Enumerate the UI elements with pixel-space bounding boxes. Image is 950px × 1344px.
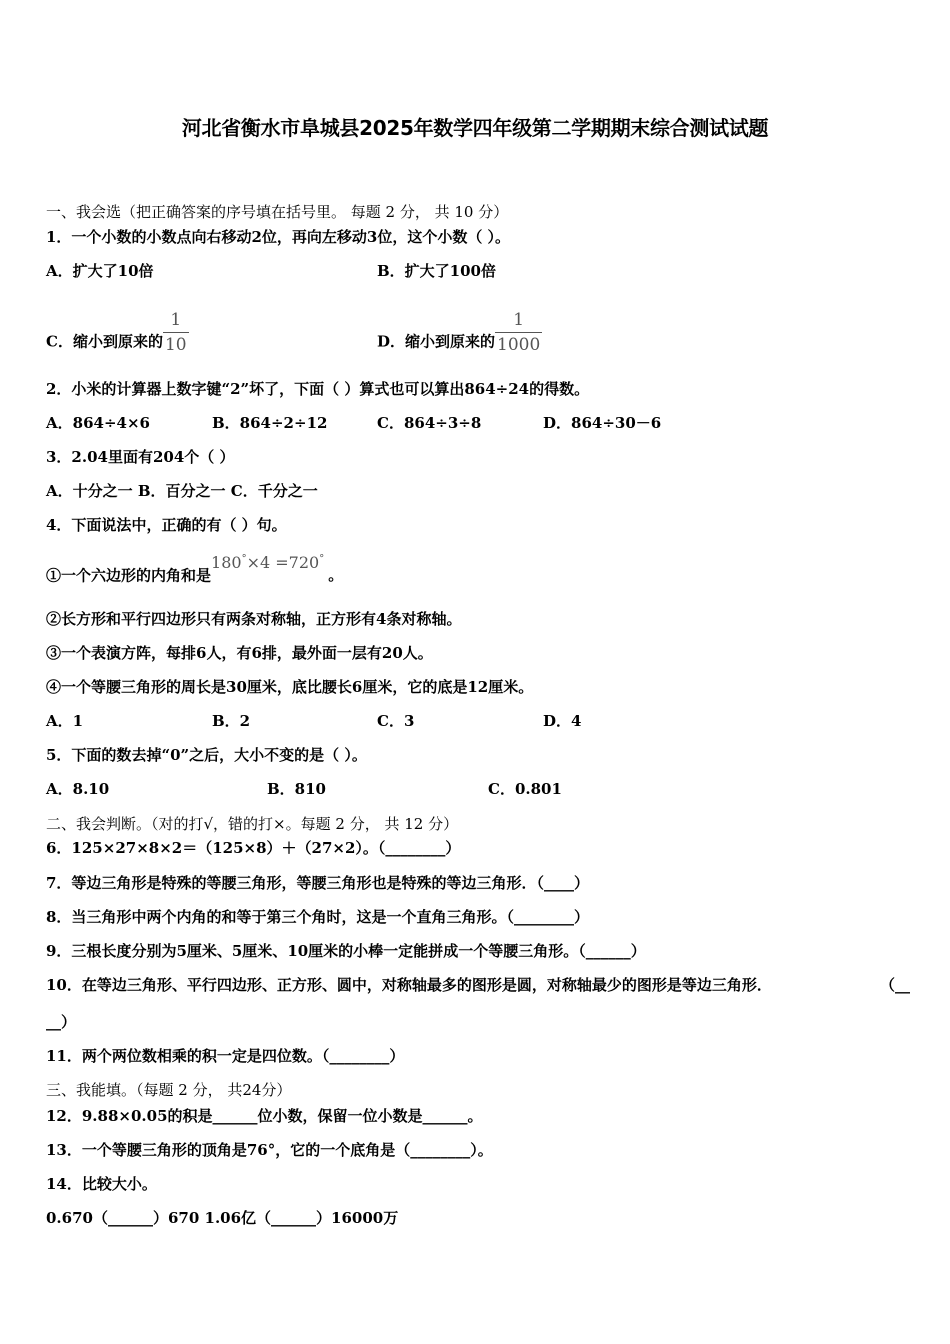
q2-option-a: A．864÷4×6: [46, 414, 150, 432]
question-9: 9．三根长度分别为5厘米、5厘米、10厘米的小棒一定能拼成一个等腰三角形。（______）: [46, 942, 646, 960]
q1-option-d: [377, 310, 542, 365]
formula-part-a: 180: [211, 553, 242, 573]
degree-sign: °: [241, 554, 247, 565]
q2-option-c: C．864÷3÷8: [377, 414, 482, 432]
question-14: 14．比较大小。: [46, 1175, 157, 1193]
question-5: 5．下面的数去掉“0”之后，大小不变的是（ ）。: [46, 746, 367, 764]
q5-option-a: A．8.10: [46, 780, 110, 798]
question-3: 3．2.04里面有204个（ ）: [46, 448, 235, 466]
fraction-bar: [495, 332, 542, 333]
q4-statement-4: ④一个等腰三角形的周长是30厘米，底比腰长6厘米，它的底是12厘米。: [46, 678, 534, 696]
question-1: 1．一个小数的小数点向右移动2位，再向左移动3位，这个小数（ ）。: [46, 228, 511, 246]
q2-option-b: B．864÷2÷12: [212, 414, 328, 432]
q4-statement-3: ③一个表演方阵，每排6人，有6排，最外面一层有20人。: [46, 644, 433, 662]
question-13: 13．一个等腰三角形的顶角是76°，它的一个底角是（________）。: [46, 1141, 493, 1159]
q1-option-b: B．扩大了100倍: [377, 262, 496, 280]
q5-option-b: B．810: [267, 780, 326, 798]
formula-part-b: ×4 =720: [246, 553, 320, 573]
question-7: 7．等边三角形是特殊的等腰三角形，等腰三角形也是特殊的等边三角形．（____）: [46, 874, 589, 892]
question-2: 2．小米的计算器上数字键“2”坏了，下面（ ）算式也可以算出864÷24的得数。: [46, 380, 590, 398]
q4-statement-1-end: 。: [328, 566, 344, 585]
q1-option-d-label: D．缩小到原来的: [377, 332, 496, 351]
q1-option-a: A．扩大了10倍: [46, 262, 154, 280]
q4-statement-1-text: ①一个六边形的内角和是: [46, 566, 212, 585]
fraction-one-tenth: [163, 310, 189, 355]
question-6: 6．125×27×8×2＝（125×8）＋（27×2）。（________）: [46, 839, 461, 857]
fraction-bar: [163, 332, 189, 333]
question-8: 8．当三角形中两个内角的和等于第三个角时，这是一个直角三角形。（________）: [46, 908, 589, 926]
q1-option-c: [46, 310, 189, 365]
question-4: 4．下面说法中，正确的有（ ）句。: [46, 516, 287, 534]
angle-formula: [211, 553, 324, 572]
q2-option-d: D．864÷30－6: [543, 414, 662, 432]
section-1-header: 一、我会选（把正确答案的序号填在括号里。 每题 2 分， 共 10 分）: [46, 203, 509, 221]
question-10-blank-start: （__: [880, 976, 911, 994]
question-11: 11．两个两位数相乘的积一定是四位数。（________）: [46, 1047, 405, 1065]
fraction-one-thousandth: [495, 310, 542, 355]
degree-sign: °: [319, 554, 325, 565]
q4-option-c: C．3: [377, 712, 415, 730]
question-10-blank-end: __）: [46, 1013, 77, 1031]
question-12: 12．9.88×0.05的积是______位小数，保留一位小数是______。: [46, 1107, 483, 1125]
q4-statement-2: ②长方形和平行四边形只有两条对称轴，正方形有4条对称轴。: [46, 610, 462, 628]
question-14-comparisons: 0.670（______）670 1.06亿（______）16000万: [46, 1209, 399, 1227]
question-10: 10．在等边三角形、平行四边形、正方形、圆中，对称轴最多的图形是圆，对称轴最少的图形是等边三角形．: [46, 976, 772, 994]
section-3-header: 三、我能填。（每题 2 分， 共24分）: [46, 1081, 292, 1099]
fraction-numerator: 1: [170, 310, 182, 330]
fraction-denominator: 10: [164, 335, 187, 355]
q4-statement-1: [46, 553, 344, 585]
q4-option-d: D．4: [543, 712, 582, 730]
q3-options: A．十分之一 B．百分之一 C．千分之一: [46, 482, 318, 500]
section-2-header: 二、我会判断。（对的打√，错的打×。每题 2 分， 共 12 分）: [46, 815, 459, 833]
q4-option-a: A．1: [46, 712, 84, 730]
q4-option-b: B．2: [212, 712, 251, 730]
fraction-denominator: 1000: [497, 335, 541, 355]
fraction-numerator: 1: [513, 310, 525, 330]
page-title: 河北省衡水市阜城县2025年数学四年级第二学期期末综合测试试题: [181, 116, 769, 140]
q5-option-c: C．0.801: [488, 780, 562, 798]
q1-option-c-label: C．缩小到原来的: [46, 332, 163, 351]
